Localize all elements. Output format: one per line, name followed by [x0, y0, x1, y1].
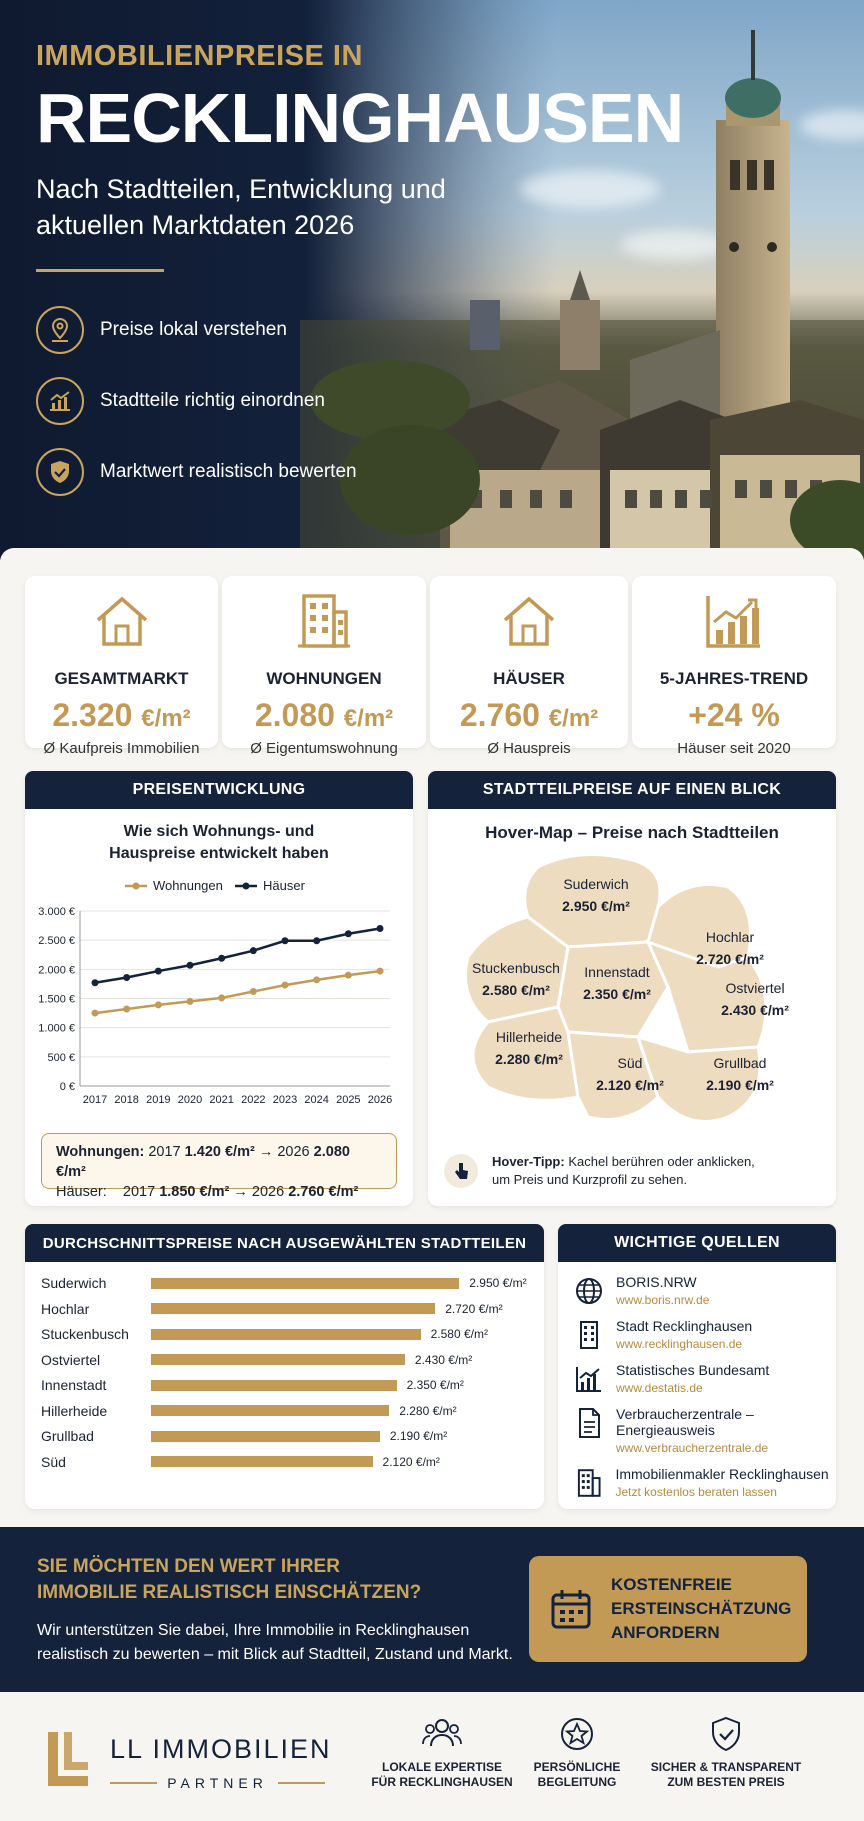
source-name: BORIS.NRW [616, 1274, 697, 1290]
hero-subtitle: Nach Stadtteilen, Entwicklung und aktuellen Marktdaten 2026 [36, 174, 446, 240]
panel-header: PREISENTWICKLUNG [25, 771, 413, 809]
source-link[interactable]: Jetzt kostenlos beraten lassen [615, 1485, 777, 1499]
district-name: Innenstadt [584, 964, 650, 980]
bar-label: Hochlar [41, 1300, 90, 1317]
y-tick-label: 1.500 € [38, 993, 75, 1006]
stat-card-wohnungen [222, 576, 426, 757]
bar-row [41, 1449, 551, 1475]
bar-value: 2.190 €/m² [389, 1429, 448, 1443]
summary-wohnungen: Wohnungen: 2017 1.420 €/m² → 2026 2.080 €/m² [56, 1144, 350, 1180]
brand-name: LL IMMOBILIEN [110, 1734, 332, 1764]
house-icon [92, 592, 152, 650]
cta-text: Wir unterstützen Sie dabei, Ihre Immobilie in Recklinghausen realistisch zu bewerten – mit Blick auf Stadtteil, Zustand und Markt. [37, 1622, 513, 1663]
bar-value: 2.350 €/m² [406, 1378, 464, 1392]
y-tick-label: 1.000 € [38, 1022, 75, 1035]
trust-badge: SICHER & TRANSPARENT ZUM BESTEN PREIS [650, 1716, 802, 1790]
series-line [95, 971, 380, 1013]
y-tick-label: 0 € [59, 1081, 75, 1093]
hero-section [0, 0, 864, 560]
district-price: 2.120 €/m² [596, 1077, 664, 1093]
source-link[interactable]: www.verbraucherzentrale.de [616, 1441, 769, 1455]
district-price: 2.950 €/m² [562, 898, 630, 914]
statistics-icon [572, 1362, 606, 1396]
bar-row [41, 1398, 551, 1424]
bar-label: Innenstadt [41, 1377, 107, 1393]
data-point [345, 972, 352, 979]
bar-value: 2.950 €/m² [469, 1276, 527, 1290]
trust-badge: LOKALE EXPERTISE FÜR RECKLINGHAUSEN [370, 1716, 514, 1790]
x-tick-label: 2018 [114, 1094, 139, 1106]
hand-pointer-icon [444, 1154, 478, 1188]
chart-up-icon [36, 377, 84, 425]
bar [151, 1303, 435, 1314]
legend-label: Häuser [263, 878, 305, 893]
bar-value: 2.120 €/m² [382, 1454, 440, 1469]
data-point [282, 982, 289, 989]
price-development-panel [25, 771, 413, 1206]
data-point [187, 998, 194, 1005]
price-line-chart [25, 871, 413, 1121]
y-tick-label: 2.000 € [38, 964, 75, 977]
people-icon [422, 1716, 462, 1752]
x-tick-label: 2017 [82, 1094, 108, 1106]
data-point [123, 1006, 130, 1013]
data-point [377, 968, 384, 975]
brand-logo-icon [46, 1730, 90, 1788]
stat-desc: Ø Hauspreis [487, 740, 571, 757]
brand-subtitle: PARTNER [167, 1775, 268, 1791]
legend-label: Wohnungen [153, 878, 223, 893]
stat-desc: Häuser seit 2020 [677, 740, 791, 757]
series-line [95, 929, 380, 983]
district-map [428, 847, 836, 1137]
bar-label: Süd [41, 1453, 66, 1470]
hero-feature [36, 365, 656, 436]
legend-marker [133, 883, 140, 890]
stat-label: GESAMTMARKT [54, 669, 189, 688]
sources-panel [558, 1224, 836, 1509]
district-name: Süd [617, 1055, 643, 1071]
bar-value: 2.720 €/m² [445, 1301, 503, 1316]
stat-label: HÄUSER [493, 669, 565, 688]
shield-check-icon [36, 448, 84, 496]
source-name: Stadt Recklinghausen [616, 1318, 753, 1334]
district-map-panel [428, 771, 836, 1206]
x-tick-label: 2026 [367, 1094, 393, 1106]
district-price: 2.350 €/m² [583, 986, 651, 1002]
map-title: Hover-Map – Preise nach Stadtteilen [485, 823, 779, 842]
button-label: KOSTENFREIE ERSTEINSCHÄTZUNG ANFORDERN [611, 1575, 792, 1642]
data-point [345, 930, 352, 937]
data-point [155, 968, 162, 975]
stat-value: 2.760 €/m² [459, 697, 599, 733]
star-badge-icon [559, 1716, 595, 1752]
hero-text [36, 40, 684, 507]
hero-title: RECKLINGHAUSEN [36, 79, 684, 157]
hero-feature [36, 436, 656, 507]
footer [0, 1692, 864, 1821]
district-name: Ostviertel [725, 980, 785, 996]
data-point [218, 994, 225, 1001]
x-tick-label: 2022 [241, 1094, 266, 1106]
bar-value: 2.280 €/m² [399, 1403, 457, 1418]
bar-value: 2.580 €/m² [430, 1327, 488, 1341]
district-name: Stuckenbusch [472, 960, 560, 976]
cta-title: SIE MÖCHTEN DEN WERT IHRER IMMOBILIE REALISTISCH EINSCHÄTZEN? [37, 1556, 422, 1603]
bar-chart-icon [704, 592, 764, 650]
hero-feature-label: Preise lokal verstehen [100, 318, 287, 340]
x-tick-label: 2021 [209, 1094, 234, 1106]
source-item[interactable] [572, 1318, 832, 1352]
hero-divider [36, 269, 164, 272]
bar-label: Ostviertel [41, 1351, 101, 1368]
office-icon [572, 1466, 605, 1500]
district-price: 2.580 €/m² [482, 982, 550, 998]
stat-label: WOHNUNGEN [266, 669, 382, 688]
globe-icon [572, 1274, 606, 1308]
source-name: Statistisches Bundesamt [616, 1362, 770, 1378]
bar-row [41, 1321, 551, 1347]
data-point [92, 1010, 99, 1017]
bar-row [41, 1296, 551, 1322]
hover-tip: Hover-Tipp: Kachel berühren oder anklicken, um Preis und Kurzprofil zu sehen. [444, 1153, 755, 1189]
stat-desc: Ø Kaufpreis Immobilien [43, 740, 200, 757]
district-price: 2.720 €/m² [696, 951, 764, 967]
bar-label: Suderwich [41, 1275, 107, 1291]
x-tick-label: 2025 [336, 1094, 361, 1106]
x-tick-label: 2023 [272, 1094, 298, 1106]
stat-card-gesamtmarkt [25, 576, 218, 757]
bar [151, 1380, 397, 1391]
bar [151, 1354, 405, 1365]
source-item[interactable] [572, 1362, 832, 1396]
y-tick-label: 3.000 € [38, 906, 75, 918]
panel-header: WICHTIGE QUELLEN [558, 1224, 836, 1262]
bar [151, 1329, 421, 1340]
district-name: Grullbad [713, 1055, 767, 1071]
bar-label: Stuckenbusch [41, 1326, 129, 1342]
shield-check-icon [709, 1716, 743, 1752]
data-point [187, 962, 194, 969]
district-price: 2.280 €/m² [495, 1051, 563, 1067]
bar [151, 1278, 459, 1289]
hero-feature-label: Stadtteile richtig einordnen [100, 389, 325, 411]
hero-eyebrow: IMMOBILIENPREISE IN [36, 40, 363, 72]
y-tick-label: 500 € [47, 1051, 75, 1064]
bar-row [41, 1347, 551, 1373]
stat-value: 2.080 €/m² [254, 697, 394, 733]
stat-label: 5-JAHRES-TREND [659, 669, 809, 688]
building-icon [294, 592, 354, 650]
bar-value: 2.430 €/m² [414, 1352, 473, 1367]
source-link[interactable]: www.destatis.de [616, 1381, 703, 1395]
data-point [250, 947, 257, 954]
x-tick-label: 2019 [146, 1094, 171, 1106]
district-name: Hochlar [705, 929, 755, 945]
source-name: Verbraucherzentrale – Energieausweis [616, 1406, 754, 1438]
data-point [377, 925, 384, 932]
district-price: 2.430 €/m² [721, 1002, 789, 1018]
map-pin-icon [36, 306, 84, 354]
bar-row [41, 1270, 551, 1296]
bar-label: Grullbad [41, 1428, 94, 1444]
price-summary-box [41, 1133, 397, 1200]
data-point [123, 974, 130, 981]
legend-marker [243, 883, 250, 890]
bar-row [41, 1372, 551, 1398]
data-point [282, 937, 289, 944]
data-point [218, 955, 225, 962]
source-item[interactable] [572, 1466, 832, 1500]
stat-card-haeuser [430, 576, 628, 757]
city-building-icon [572, 1318, 606, 1352]
document-icon [572, 1406, 606, 1440]
stat-desc: Ø Eigentumswohnung [250, 740, 398, 757]
bar-row [41, 1423, 551, 1449]
trust-badge: PERSÖNLICHE BEGLEITUNG [530, 1716, 624, 1790]
source-link[interactable]: www.recklinghausen.de [616, 1337, 743, 1351]
bar-label: Hillerheide [41, 1402, 108, 1419]
source-item[interactable] [572, 1274, 832, 1308]
x-tick-label: 2024 [304, 1094, 329, 1106]
district-name: Suderwich [563, 876, 629, 892]
source-name: Immobilienmakler Recklinghausen [615, 1466, 829, 1482]
house-icon [499, 592, 559, 650]
cta-section [0, 1527, 864, 1692]
data-point [313, 976, 320, 983]
chart-title: Wie sich Wohnungs- und Hauspreise entwickelt haben [109, 823, 329, 862]
stat-card-trend [632, 576, 836, 757]
request-valuation-button[interactable] [529, 1556, 807, 1662]
source-item[interactable] [572, 1406, 832, 1455]
calendar-icon [549, 1587, 593, 1631]
x-tick-label: 2020 [177, 1094, 203, 1106]
stat-value: 2.320 €/m² [52, 697, 191, 733]
data-point [250, 988, 257, 995]
bar [151, 1431, 380, 1442]
data-point [155, 1001, 162, 1008]
source-link[interactable]: www.boris.nrw.de [616, 1293, 710, 1307]
summary-haeuser: Häuser: 2017 1.850 €/m² → 2026 2.760 €/m² [56, 1184, 359, 1200]
district-name: Hillerheide [495, 1029, 563, 1045]
panel-header: STADTTEILPREISE AUF EINEN BLICK [428, 771, 836, 809]
hero-feature-label: Marktwert realistisch bewerten [100, 460, 357, 482]
data-point [92, 979, 99, 986]
district-price: 2.190 €/m² [706, 1077, 774, 1093]
data-point [313, 937, 320, 944]
bar [151, 1456, 373, 1467]
stat-value: +24 % [688, 697, 780, 733]
brand-sub-wrap [110, 1775, 325, 1791]
hero-feature [36, 294, 656, 365]
avg-prices-panel [25, 1224, 544, 1509]
y-tick-label: 2.500 € [38, 935, 75, 948]
panel-header: DURCHSCHNITTSPREISE NACH AUSGEWÄHLTEN STADTTEILEN [25, 1224, 544, 1262]
bar [151, 1405, 389, 1416]
